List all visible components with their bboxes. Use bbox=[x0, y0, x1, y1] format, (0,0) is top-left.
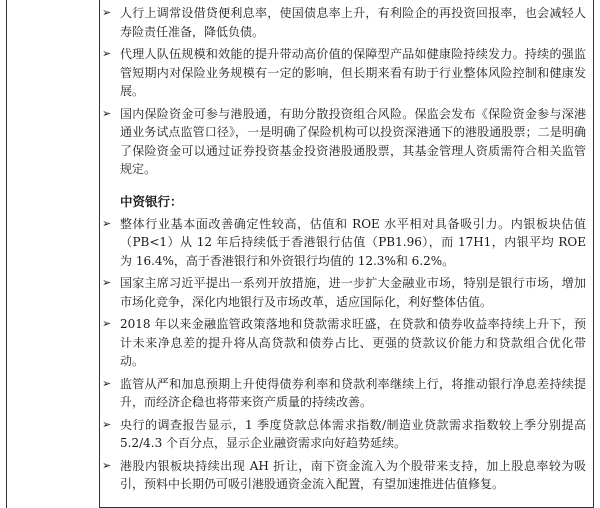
list-item bbox=[100, 457, 586, 494]
arrow-bullet-icon: ➢ bbox=[102, 317, 112, 330]
arrow-bullet-icon: ➢ bbox=[102, 276, 112, 289]
bank-list bbox=[100, 215, 586, 494]
arrow-bullet-icon: ➢ bbox=[102, 376, 112, 390]
arrow-bullet-icon: ➢ bbox=[102, 216, 112, 230]
arrow-bullet-icon: ➢ bbox=[102, 6, 112, 19]
list-item bbox=[100, 4, 586, 41]
section-title-chinese-banks: 中资银行： bbox=[120, 193, 183, 209]
list-item-text: 监管从严和加息预期上升使得债券利率和贷款利率继续上行，将推动银行净息差持续提升，而经济企稳也将带来资产质量的持续改善。 bbox=[120, 376, 586, 409]
list-item bbox=[100, 375, 586, 412]
list-item-text: 人行上调常设借贷便利息率，使国债息率上升，有利险企的再投资回报率，也会减轻人寿险责任准备，降低负债。 bbox=[120, 6, 586, 39]
insurance-list bbox=[100, 4, 586, 179]
list-item-text: 央行的调查报告显示，1 季度贷款总体需求指数/制造业贷款需求指数较上季分别提高 5.2/4.3 个百分点，显示企业融资需求向好趋势延续。 bbox=[120, 417, 586, 450]
list-item bbox=[100, 416, 586, 453]
list-item bbox=[100, 105, 586, 179]
list-item-text: 港股内银板块持续出现 AH 折让，南下资金流入为个股带来支持，加上股息率较为吸引，预料中长期仍可吸引港股通资金流入配置，有望加速推进估值修复。 bbox=[120, 458, 586, 491]
list-item bbox=[100, 315, 586, 371]
list-item-text: 代理人队伍规模和效能的提升带动高价值的保障型产品如健康险持续发力。持续的强监管短期内对保险业务规模有一定的影响，但长期来看有助于行业整体风险控制和健康发展。 bbox=[120, 47, 586, 98]
list-item-text: 国家主席习近平提出一系列开放措施，进一步扩大金融业市场，特别是银行市场，增加市场化竞争，深化内地银行及市场改革，适应国际化，利好整体估值。 bbox=[120, 276, 586, 309]
arrow-bullet-icon: ➢ bbox=[102, 417, 112, 431]
list-item bbox=[100, 45, 586, 101]
list-item bbox=[100, 215, 586, 271]
list-item bbox=[100, 274, 586, 311]
arrow-bullet-icon: ➢ bbox=[102, 458, 112, 472]
arrow-bullet-icon: ➢ bbox=[102, 47, 112, 60]
table-content-cell bbox=[100, 4, 586, 498]
list-item-text: 国内保险资金可参与港股通，有助分散投资组合风险。保监会发布《保险资金参与深港通业务试点监管口径》，一是明确了保险机构可以投资深港通下的港股通股票；二是明确了保险资金可以通过证券投资基金投资港股通股票，其基金管理人资质需符合相关监管规定。 bbox=[120, 106, 586, 176]
list-item-text: 整体行业基本面改善确定性较高，估值和 ROE 水平相对具备吸引力。内银板块估值（PB<1）从 12 年后持续低于香港银行估值（PB1.96），而 17H1，内银平均 ROE 为 16.4%，高于香港银行和外资银行均值的 12.3%和 6.2%。 bbox=[120, 216, 586, 268]
list-item-text: 2018 年以来金融监管政策落地和贷款需求旺盛，在贷款和债券收益率持续上升下，预计未来净息差的提升将从高贷款和债券占比、更强的贷款议价能力和贷款组合优化带动。 bbox=[120, 317, 586, 368]
arrow-bullet-icon: ➢ bbox=[102, 106, 112, 120]
